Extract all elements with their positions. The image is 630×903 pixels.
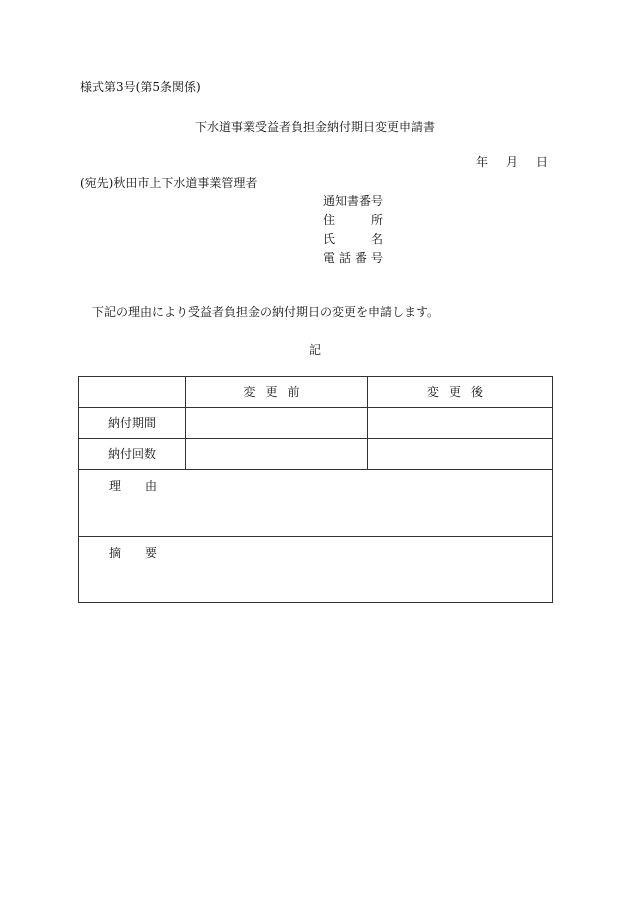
- phone-label: 電話番号: [323, 251, 383, 265]
- date-day: 日: [536, 155, 549, 169]
- row-label-remarks: 摘要: [109, 546, 182, 560]
- table-row-remarks: [79, 537, 553, 603]
- ki-marker: 記: [308, 343, 321, 357]
- document-title: 下水道事業受益者負担金納付期日変更申請書: [194, 120, 435, 134]
- address-label: 住所: [323, 213, 383, 227]
- notice-number-label: 通知書番号: [323, 194, 384, 208]
- table-row-reason: [79, 470, 553, 537]
- change-form-table: [78, 376, 553, 603]
- addressee: (宛先)秋田市上下水道事業管理者: [80, 176, 258, 190]
- row-label-count: 納付回数: [79, 439, 186, 470]
- applicant-block: [323, 194, 383, 270]
- count-after-cell[interactable]: [368, 439, 553, 470]
- row-label-reason: 理由: [109, 479, 182, 493]
- table-header-row: [79, 377, 553, 408]
- count-before-cell[interactable]: [186, 439, 368, 470]
- name-label: 氏名: [323, 232, 383, 246]
- reason-cell[interactable]: [79, 470, 553, 537]
- table-row-count: [79, 439, 553, 470]
- table-row-period: [79, 408, 553, 439]
- period-before-cell[interactable]: [186, 408, 368, 439]
- date-year: 年: [476, 155, 489, 169]
- application-statement: 下記の理由により受益者負担金の納付期日の変更を申請します。: [92, 305, 440, 319]
- date-month: 月: [506, 155, 519, 169]
- header-blank-cell: [79, 377, 186, 408]
- header-after: 変更後: [368, 377, 553, 408]
- date-line: [476, 155, 548, 169]
- header-before: 変更前: [186, 377, 368, 408]
- row-label-period: 納付期間: [79, 408, 186, 439]
- remarks-cell[interactable]: [79, 537, 553, 603]
- form-number: 様式第3号(第5条関係): [80, 80, 201, 94]
- period-after-cell[interactable]: [368, 408, 553, 439]
